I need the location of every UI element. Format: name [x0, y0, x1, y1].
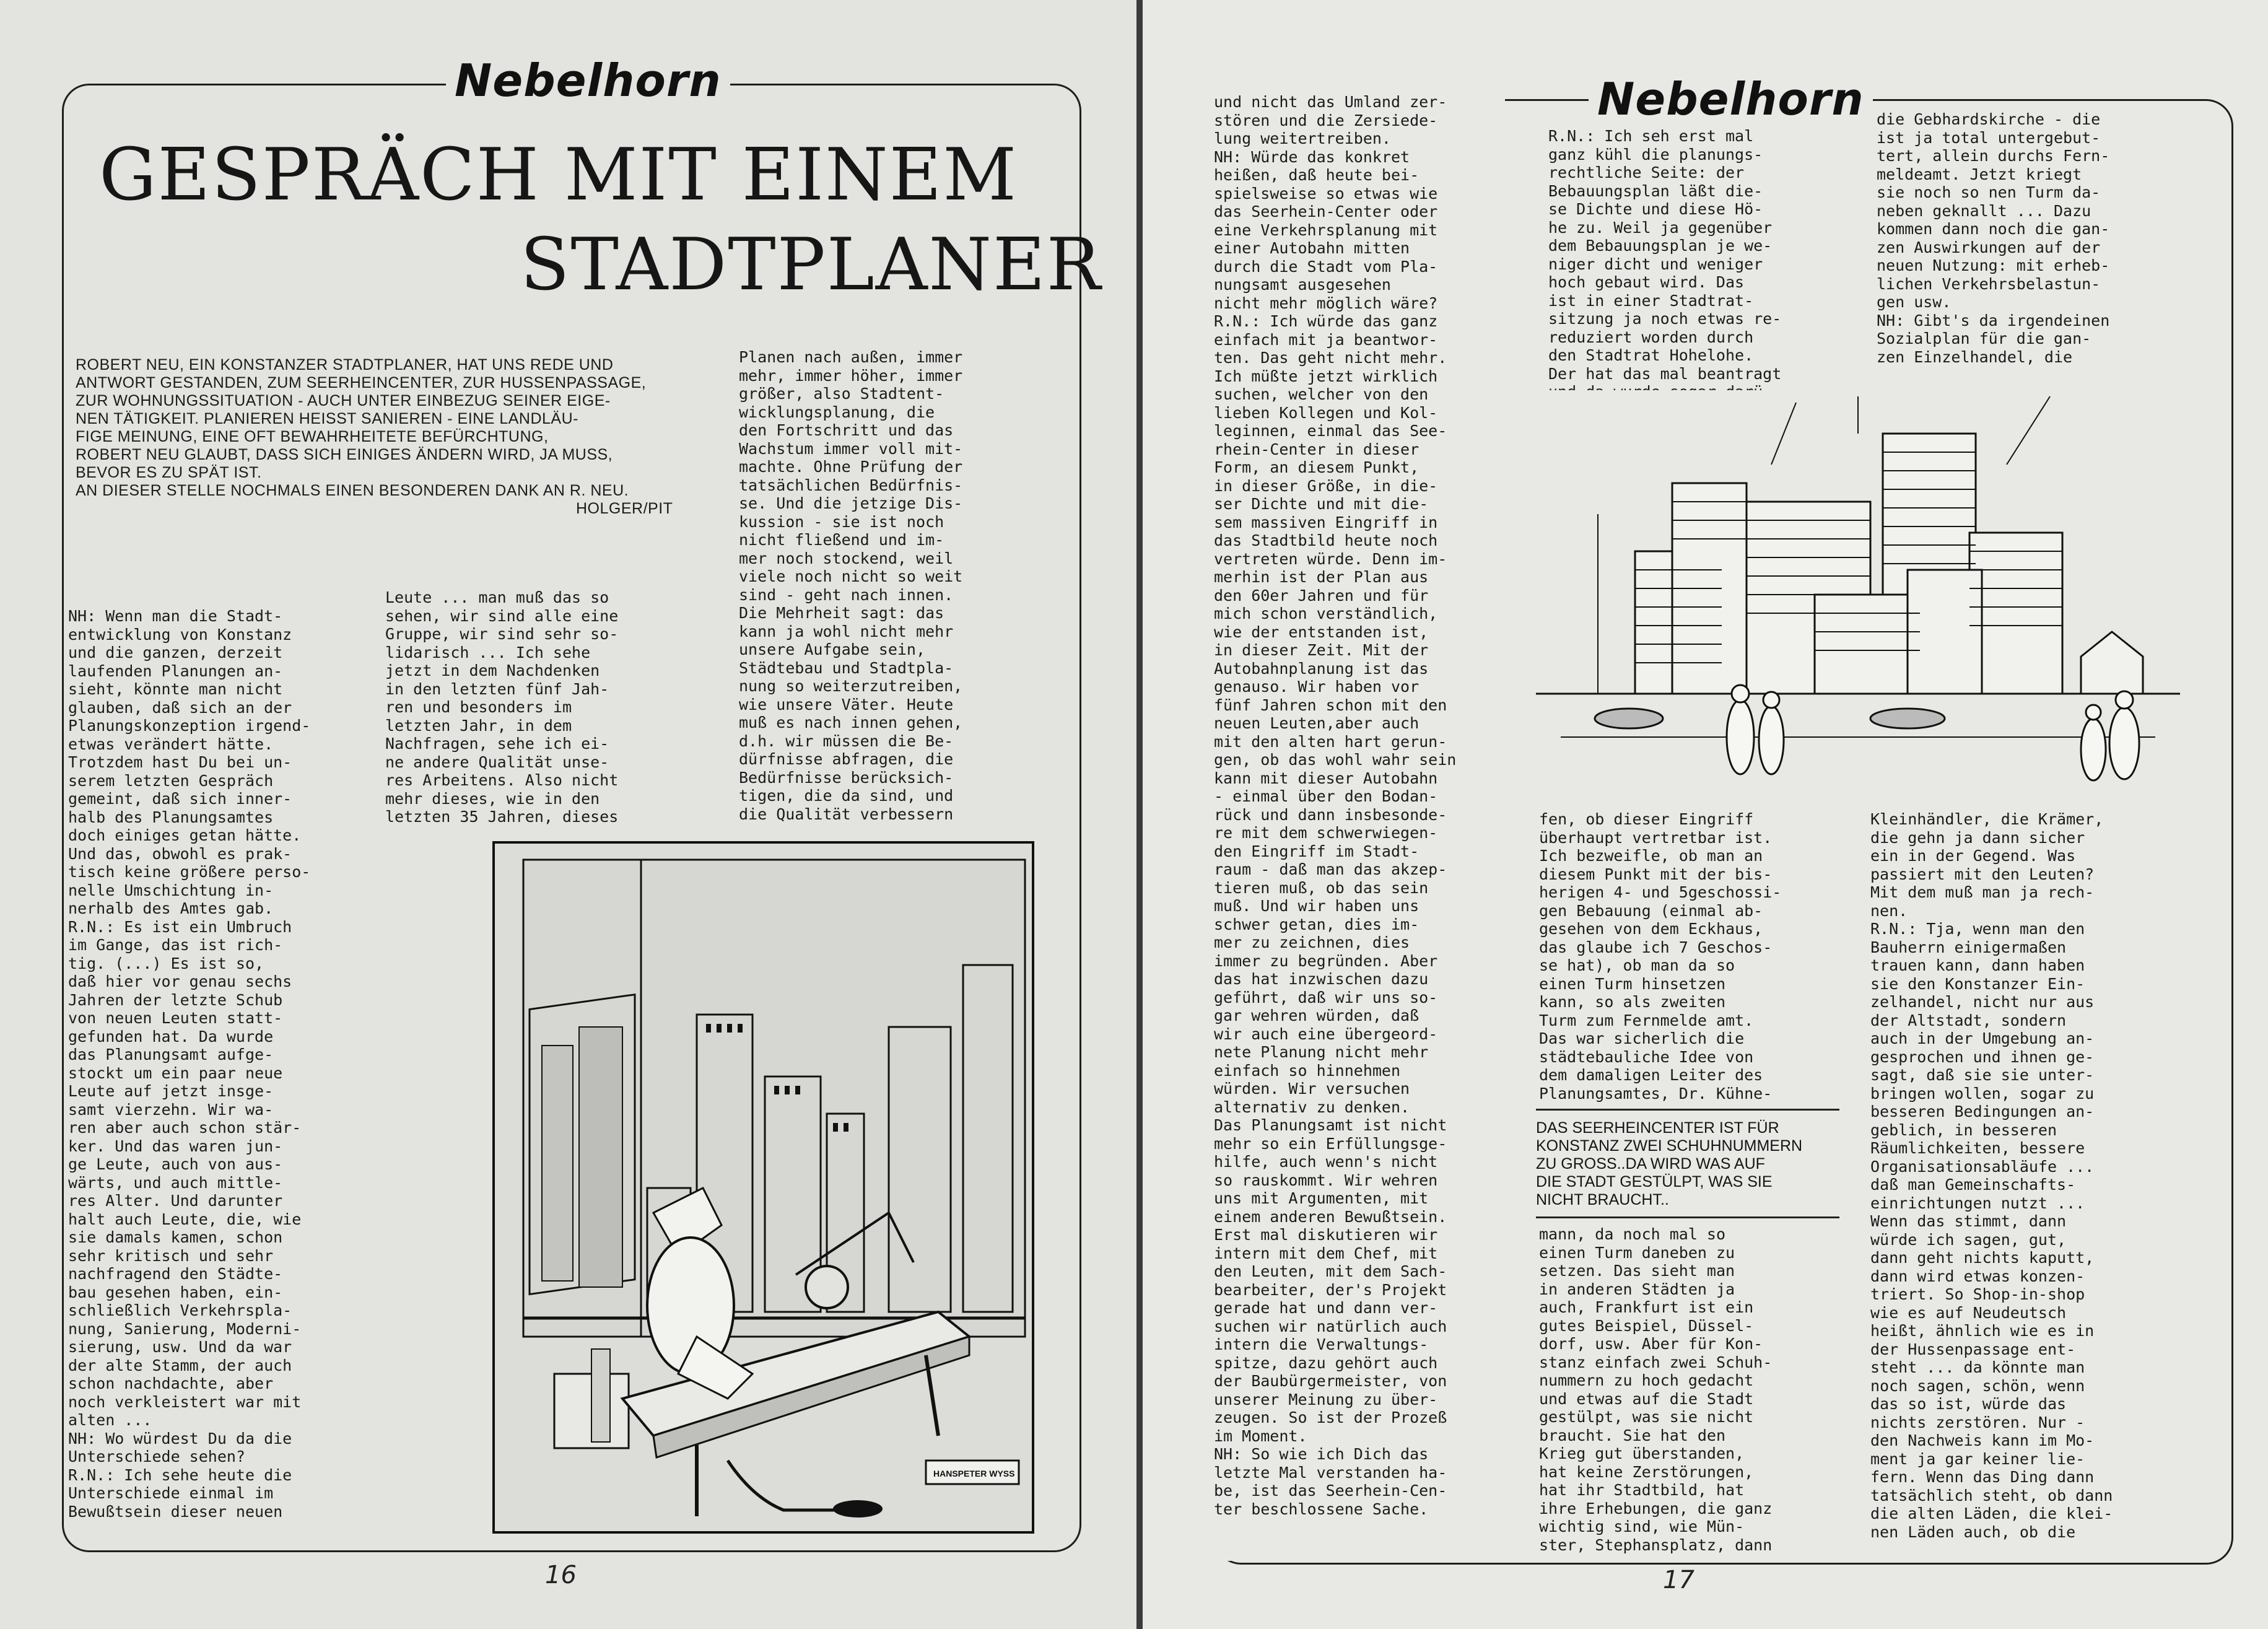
headline-line-2: STADTPLANER — [520, 223, 1102, 307]
intro-signature: HOLGER/PIT — [576, 500, 673, 517]
masthead-right: Nebelhorn — [1589, 74, 1873, 124]
right-column-1: und nicht das Umland zer- stören und die Zersiede- lung weitertreiben. NH: Würde das konkret heißen, daß heute bei- spielsweise so etwas wie das Seerhein-Center oder eine Verkehrsplanung mit einer Autobahn mitten durch die Stadt vom Pla- nungsamt ausgesehen nicht mehr möglich wäre? R.N.: Ich würde das ganz einfach mit ja beantwor- ten. Das geht nicht mehr. Ich müßte jetzt wirklich suchen, welcher von den lieben Kollegen und Kol- leginnen, einmal das See- rhein-Center in dieser Form, an diesem Punkt, in dieser Größe, in die- ser Dichte und mit die- sem massiven Eingriff in das Stadtbild heute noch vertreten würde. Denn im- merhin ist der Plan aus den 60er Jahren und für mich schon verständlich, wie der entstanden ist, in dieser Zeit. Mit der Autobahnplanung ist das genauso. Wir haben vor fünf Jahren schon mit den neuen Leuten,aber auch mit den alten hart gerun- gen, ob das wohl wahr sein kann mit dieser Autobahn - einmal über den Bodan- rück und dann insbesonde- re mit dem schwerwiegen- den Eingriff im Stadt- raum - daß man das akzep- tieren muß, ob das sein muß. Und wir haben uns schwer getan, dies im- mer zu zeichnen, dies immer zu begründen. Aber das hat inzwischen dazu geführt, daß wir uns so- gar wehren würden, daß wir auch eine übergeord- nete Planung nicht mehr einfach so hinnehmen würden. Wir versuchen alternativ zu denken. Das Planungsamt ist nicht mehr so ein Erfüllungsge- hilfe, auch wenn's nicht so rauskommt. Wir wehren uns mit Argumenten, mit einem anderen Bewußtsein. Erst mal diskutieren wir intern mit dem Chef, mit den Leuten, mit dem Sach- bearbeiter, der's Projekt gerade hat und dann ver- suchen wir natürlich auch intern die Verwaltungs- spitze, dazu gehört auch der Baubürgermeister, von unserer Meinung zu über- zeugen. So ist der Prozeß im Moment. NH: So wie ich Dich das letzte Mal verstanden ha- be, ist das Seerhein-Cen- ter beschlossene Sache. — [1214, 93, 1505, 1561]
left-column-1: NH: Wenn man die Stadt- entwicklung von Konstanz und die ganzen, derzeit laufenden Planungen an- sieht, könnte man nicht glauben, daß sich an der Planungskonzeption irgend- etwas verändert hätte. Trotzdem hast Du bei un- serem letzten Gespräch gemeint, daß sich inner- halb des Planungsamtes doch einiges getan hätte. Und das, obwohl es prak- tisch keine größere perso- nelle Umschichtung in- nerhalb des Amtes gab. R.N.: Es ist ein Umbruch im Gange, das ist rich- tig. (...) Es ist so, daß hier vor genau sechs Jahren der letzte Schub von neuen Leuten statt- gefunden hat. Da wurde das Planungsamt aufge- stockt um ein paar neue Leute auf jetzt insge- samt vierzehn. Wir wa- ren aber auch schon stär- ker. Und das waren jun- ge Leute, auch von aus- wärts, und auch mittle- res Alter. Und darunter halt auch Leute, die, wie sie damals kamen, schon sehr kritisch und sehr nachfragend den Städte- bau gesehen haben, ein- schließlich Verkehrspla- nung, Sanierung, Moderni- sierung, usw. Und da war der alte Stamm, der auch schon nachdachte, aber noch verkleistert war mit alten ... NH: Wo würdest Du da die Unterschiede sehen? R.N.: Ich sehe heute die Unterschiede einmal im Bewußtsein dieser neuen — [68, 607, 311, 1521]
headline-line-1: GESPRÄCH MIT EINEM — [99, 133, 1018, 217]
right-column-3-bottom: Kleinhändler, die Krämer, die gehn ja dann sicher ein in der Gegend. Was passiert mit den Leuten? Mit dem muß man ja rech- nen. R.N.: Tja, wenn man den Bauherrn einigermaßen trauen kann, dann haben sie den Konstanzer Ein- zelhandel, nicht nur aus der Altstadt, sondern auch in der Umgebung an- gesprochen und ihnen ge- sagt, daß sie sie unter- bringen wollen, sogar zu besseren Bedingungen an- geblich, in besseren Räumlichkeiten, bessere Organisationsabläufe ... daß man Gemeinschafts- einrichtungen nutzt ... Wenn das stimmt, dann würde ich sagen, gut, dann geht nichts kaputt, dann wird etwas konzen- triert. So Shop-in-shop wie es auf Neudeutsch heißt, ähnlich wie es in der Hussenpassage ent- steht ... da könnte man noch sagen, schön, wenn das so ist, würde das nichts zerstören. Nur - den Nachweis kann im Mo- ment ja gar keiner lie- fern. Wenn das Ding dann tatsächlich steht, ob dann die alten Läden, die klei- nen Läden auch, ob die — [1870, 810, 2113, 1541]
page-number-left: 16 — [545, 1561, 577, 1589]
right-column-2-bottom-b: mann, da noch mal so einen Turm daneben zu setzen. Das sieht man in anderen Städten ja auch, Frankfurt ist ein gutes Beispiel, Düssel- dorf, usw. Aber für Kon- stanz einfach zwei Schuh- nummern zu hoch gedacht und etwas auf die Stadt gestülpt, was sie nicht braucht. Sie hat den Krieg gut überstanden, hat keine Zerstörungen, hat ihr Stadtbild, hat ihre Erhebungen, die ganz wichtig sind, wie Mün- ster, Stephansplatz, dann — [1539, 1225, 1773, 1554]
pull-quote: DAS SEERHEINCENTER IST FÜR KONSTANZ ZWEI SCHUHNUMMERN ZU GROSS..DA WIRD WAS AUF DIE STADT GESTÜLPT, WAS SIE NICHT BRAUCHT.. — [1536, 1109, 1839, 1218]
cartoon-illustration — [492, 841, 1034, 1534]
page-number-right: 17 — [1663, 1566, 1694, 1594]
left-column-3: Planen nach außen, immer mehr, immer höher, immer größer, also Stadtent- wicklungsplanung, die den Fortschritt und das Wachstum immer voll mit- machte. Ohne Prüfung der tatsächlichen Bedürfnis- se. Und die jetzige Dis- kussion - sie ist noch nicht fließend und im- mer noch stockend, weil viele noch nicht so weit sind - geht nach innen. Die Mehrheit sagt: das kann ja wohl nicht mehr unsere Aufgabe sein, Städtebau und Stadtpla- nung so weiterzutreiben, wie unsere Väter. Heute muß es nach innen gehen, d.h. wir müssen die Be- dürfnisse abfragen, die Bedürfnisse berücksich- tigen, die da sind, und die Qualität verbessern — [739, 348, 963, 823]
right-page — [1143, 0, 2268, 1629]
right-column-3-top: die Gebhardskirche - die ist ja total untergebut- tert, allein durchs Fern- meldeamt. Jetzt kriegt sie noch so nen Turm da- neben geknallt ... Dazu kommen dann noch die gan- zen Auswirkungen auf der neuen Nutzung: mit erheb- lichen Verkehrsbelastun- gen usw. NH: Gibt's da irgendeinen Sozialplan für die gan- zen Einzelhandel, die — [1877, 110, 2110, 366]
right-column-2-top: R.N.: Ich seh erst mal ganz kühl die planungs- rechtliche Seite: der Bebauungsplan läßt die- se Dichte und diese Hö- he zu. Weil ja gegenüber dem Bebauungsplan je we- niger dicht und weniger hoch gebaut wird. Das ist in einer Stadtrat- sitzung ja noch etwas re- reduziert worden durch den Stadtrat Hohelohe. Der hat das mal beantragt — [1548, 127, 1782, 383]
building-illustration — [1536, 390, 2180, 787]
cartoon-drawing — [492, 841, 1034, 1534]
spread-gutter — [1136, 0, 1143, 1629]
building-drawing — [1536, 390, 2180, 787]
cartoon-credit: HANSPETER WYSS — [933, 1469, 1015, 1478]
masthead-left: Nebelhorn — [446, 56, 730, 105]
intro-text: ROBERT NEU, EIN KONSTANZER STADTPLANER, HAT UNS REDE UND ANTWORT GESTANDEN, ZUM SEERHEINCENTER, ZUR HUSSENPASSAGE, ZUR WOHNUNGSSITUATION - AUCH UNTER EINBEZUG SEINER EIGE- NEN TÄTIGKEIT. PLANIEREN HEISST SANIEREN - EINE LANDLÄU- FIGE MEINUNG, EINE OFT BEWAHRHEITETE BEFÜRCHTUNG, ROBERT NEU GLAUBT, DASS SICH EINIGES ÄNDERN WIRD, JA MUSS, BEVOR ES ZU SPÄT IST. AN DIESER STELLE NOCHMALS EINEN BESONDEREN DANK AN R. NEU. — [76, 356, 647, 499]
left-column-2: Leute ... man muß das so sehen, wir sind alle eine Gruppe, wir sind sehr so- lidarisch ... Ich sehe jetzt in dem Nachdenken in den letzten fünf Jah- ren und besonders im letzten Jahr, in dem Nachfragen, sehe ich ei- ne andere Qualität unse- res Arbeitens. Also nicht mehr dieses, wie in den letzten 35 Jahren, dieses — [385, 588, 619, 826]
right-column-2-bottom-a: fen, ob dieser Eingriff überhaupt vertretbar ist. Ich bezweifle, ob man an diesem Punkt mit der bis- herigen 4- und 5geschossi- gen Bebauung (einmal ab- gesehen von dem Eckhaus, das glaube ich 7 Geschos- se hat), ob man da so einen Turm hinsetzen kann, so als zweiten Turm zum Fernmelde amt. Das war sicherlich die städtebauliche Idee von dem damaligen Leiter des Planungsamtes, Dr. Kühne- — [1539, 810, 1782, 1103]
